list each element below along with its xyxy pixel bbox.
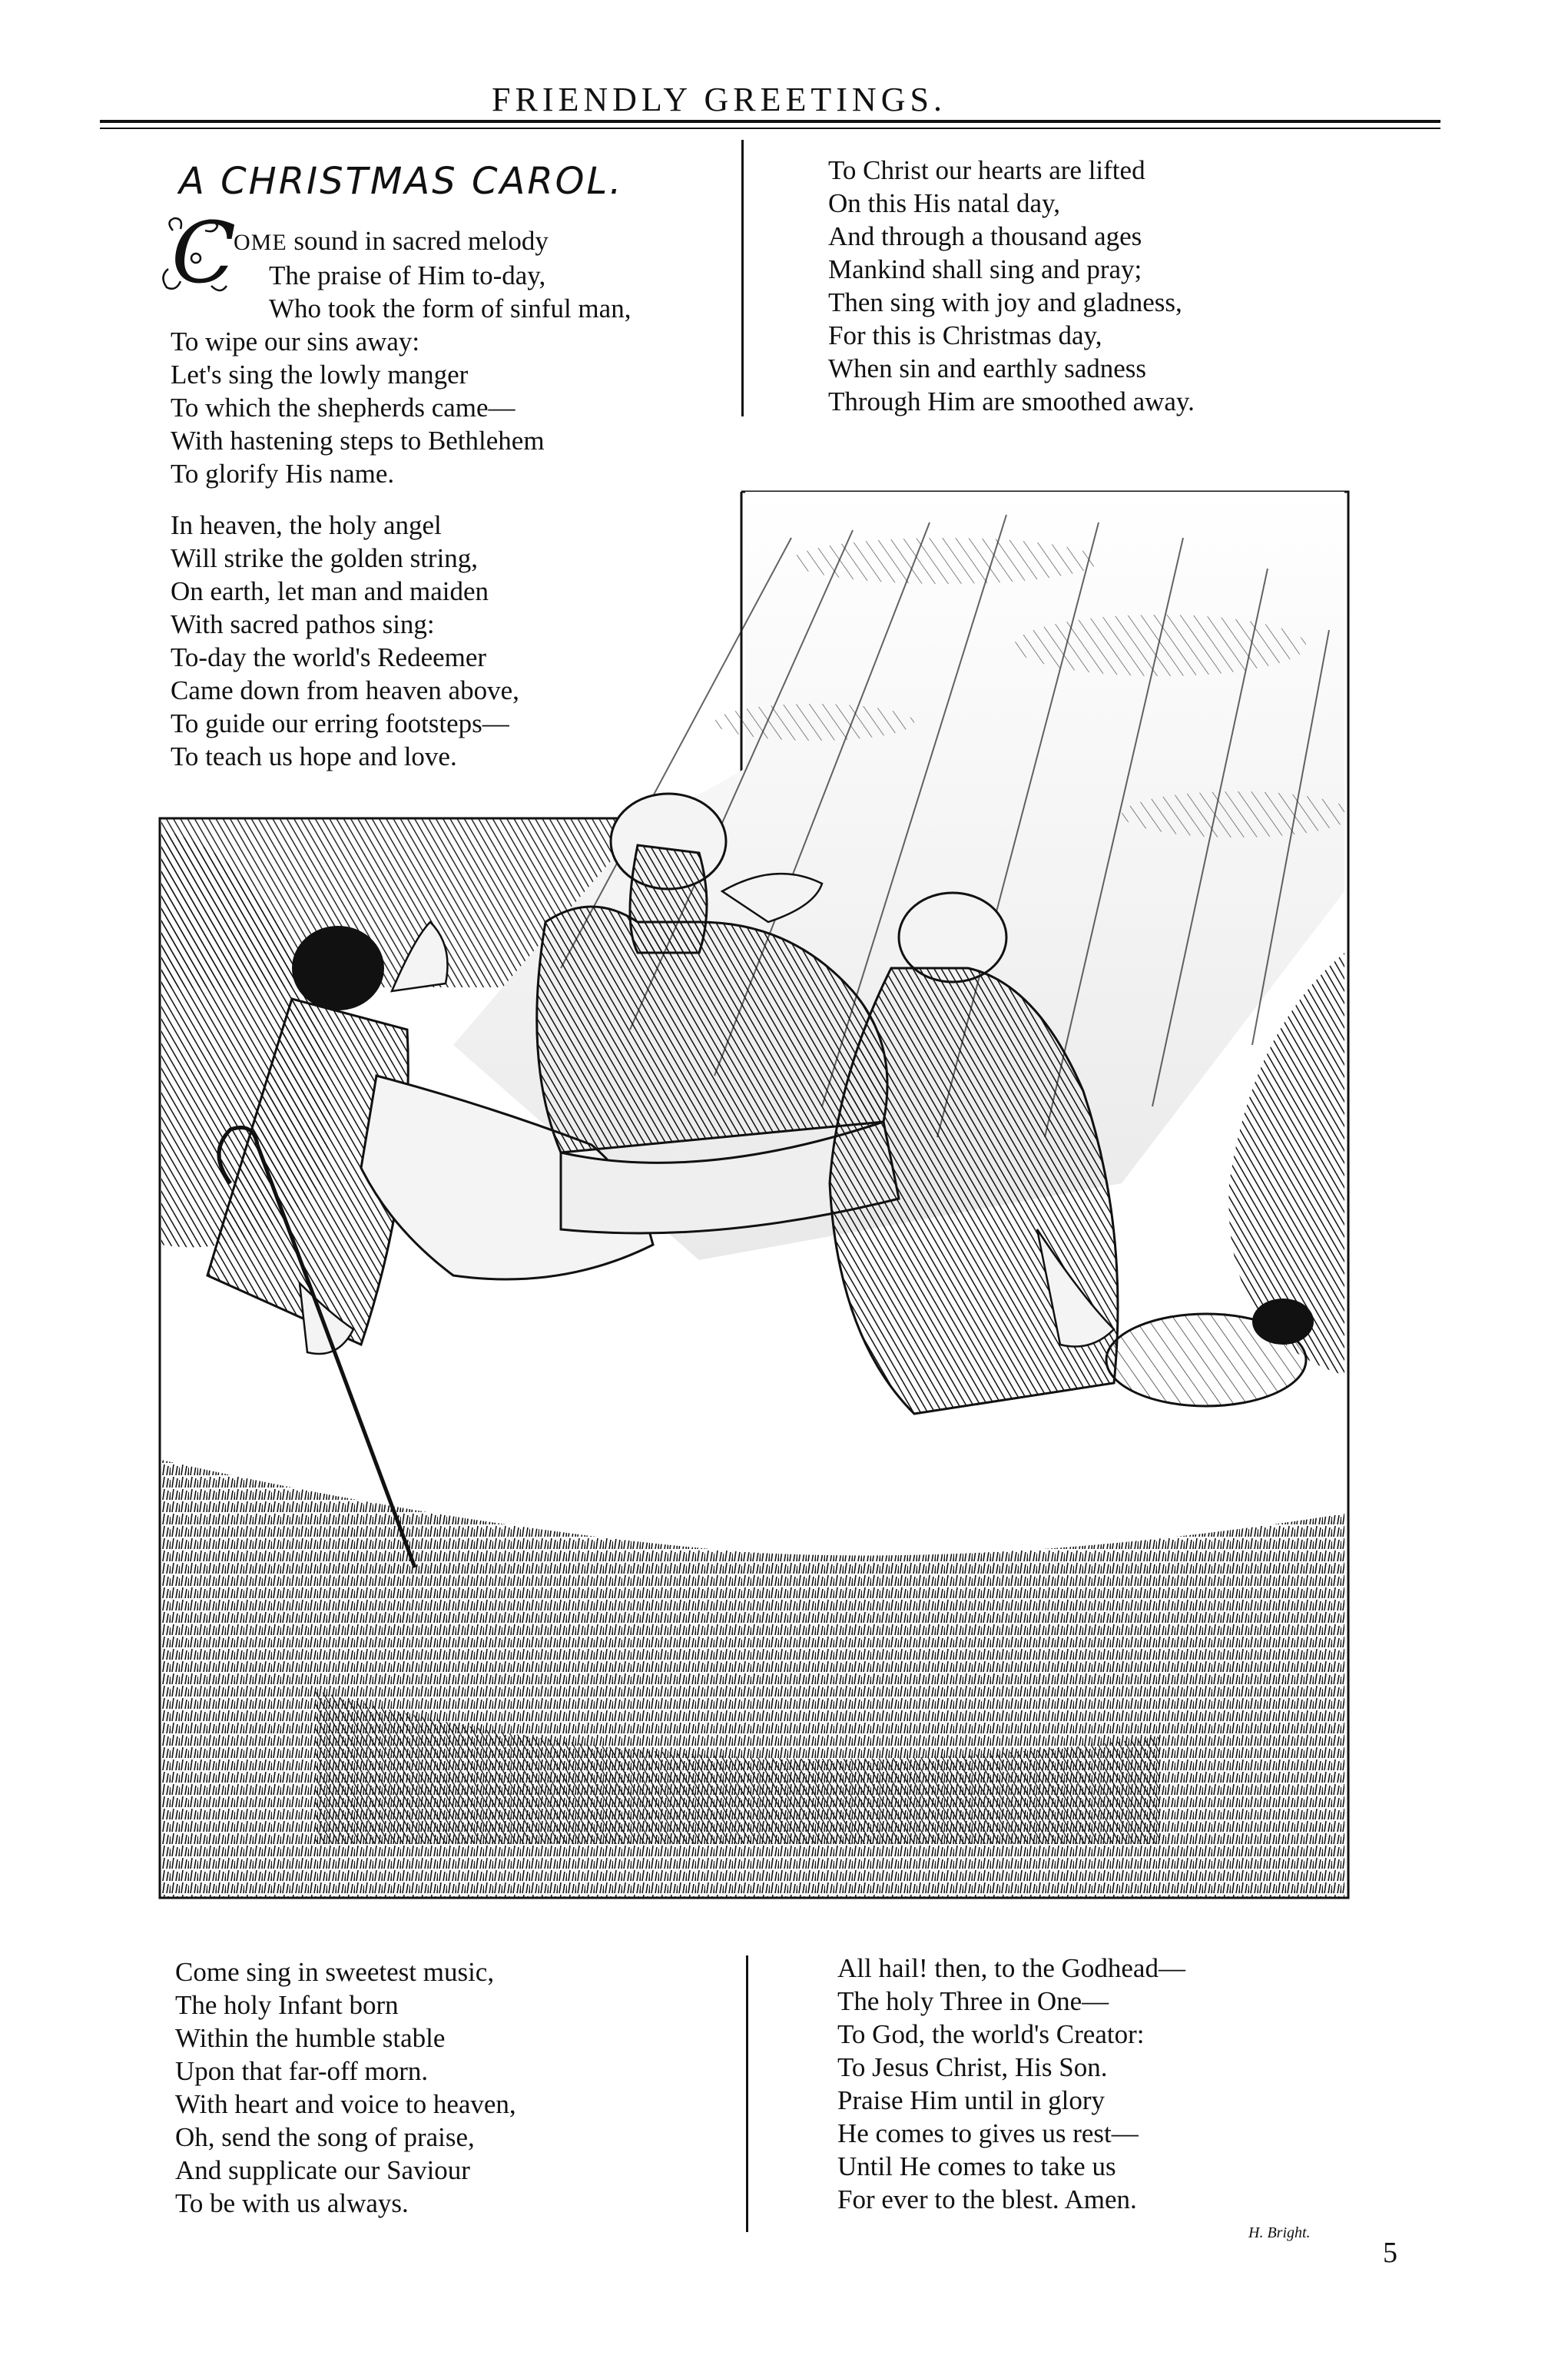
stanza-2-line-2: Will strike the golden string, [171, 543, 479, 573]
stanza-1-line-8: To glorify His name. [171, 459, 395, 489]
stanza-4-line-8: To be with us always. [175, 2188, 409, 2218]
stanza-5-line-6: He comes to gives us rest— [837, 2118, 1139, 2148]
stanza-3-line-2: On this His natal day, [828, 188, 1060, 218]
stanza-3-line-7: When sin and earthly sadness [828, 353, 1147, 383]
running-header: FRIENDLY GREETINGS. [492, 81, 946, 118]
stanza-5 [837, 1952, 1185, 2216]
stanza-1-line-2: The praise of Him to-day, [269, 260, 546, 290]
stanza-3-line-8: Through Him are smoothed away. [828, 386, 1195, 416]
stanza-2-line-5: To-day the world's Redeemer [171, 642, 487, 672]
stanza-4 [175, 1955, 516, 2220]
stanza-1-line-3: Who took the form of sinful man, [269, 294, 632, 323]
stanza-1-line-1: OME sound in sacred melody [234, 226, 549, 256]
drop-cap-letter: C [171, 204, 237, 302]
stanza-2-line-7: To guide our erring footsteps— [171, 708, 509, 738]
stanza-2-line-8: To teach us hope and love. [171, 741, 457, 771]
stanza-3-line-1: To Christ our hearts are lifted [828, 155, 1145, 185]
stanza-5-line-8: For ever to the blest. Amen. [837, 2184, 1137, 2214]
stanza-4-line-6: Oh, send the song of praise, [175, 2122, 475, 2152]
author-signature: H. Bright. [1248, 2224, 1311, 2241]
stanza-5-line-2: The holy Three in One— [837, 1986, 1109, 2016]
stanza-5-line-7: Until He comes to take us [837, 2151, 1116, 2181]
sheep [1106, 1299, 1314, 1406]
stanza-2-line-4: With sacred pathos sing: [171, 609, 435, 639]
stanza-3-line-5: Then sing with joy and gladness, [828, 287, 1182, 317]
stanza-3-line-6: For this is Christmas day, [828, 320, 1102, 350]
stanza-1-line-7: With hastening steps to Bethlehem [171, 426, 545, 456]
stanza-2-line-6: Came down from heaven above, [171, 675, 519, 705]
stanza-3-line-4: Mankind shall sing and pray; [828, 254, 1142, 284]
stanza-4-line-4: Upon that far-off morn. [175, 2056, 429, 2086]
stanza-4-line-3: Within the humble stable [175, 2023, 446, 2053]
stanza-5-line-3: To God, the world's Creator: [837, 2019, 1145, 2049]
stanza-3-line-3: And through a thousand ages [828, 221, 1142, 251]
stanza-4-line-5: With heart and voice to heaven, [175, 2089, 516, 2119]
stanza-1-line-5: Let's sing the lowly manger [171, 360, 469, 390]
stanza-1 [171, 224, 631, 490]
stanza-4-line-2: The holy Infant born [175, 1990, 399, 2020]
stanza-4-line-1: Come sing in sweetest music, [175, 1957, 495, 1987]
stanza-2-line-3: On earth, let man and maiden [171, 576, 489, 606]
stanza-2 [171, 509, 519, 773]
stanza-4-line-7: And supplicate our Saviour [175, 2155, 470, 2185]
stanza-5-line-4: To Jesus Christ, His Son. [837, 2052, 1108, 2082]
stanza-2-line-1: In heaven, the holy angel [171, 510, 442, 540]
stanza-1-line-6: To which the shepherds came— [171, 393, 515, 423]
poem-title: A CHRISTMAS CAROL. [179, 160, 624, 203]
stanza-3 [828, 154, 1195, 418]
stanza-5-line-1: All hail! then, to the Godhead— [837, 1953, 1185, 1983]
stanza-1-line-4: To wipe our sins away: [171, 327, 420, 357]
stanza-5-line-5: Praise Him until in glory [837, 2085, 1106, 2115]
first-word-rest: OME [234, 230, 287, 255]
page-number: 5 [1383, 2237, 1397, 2269]
